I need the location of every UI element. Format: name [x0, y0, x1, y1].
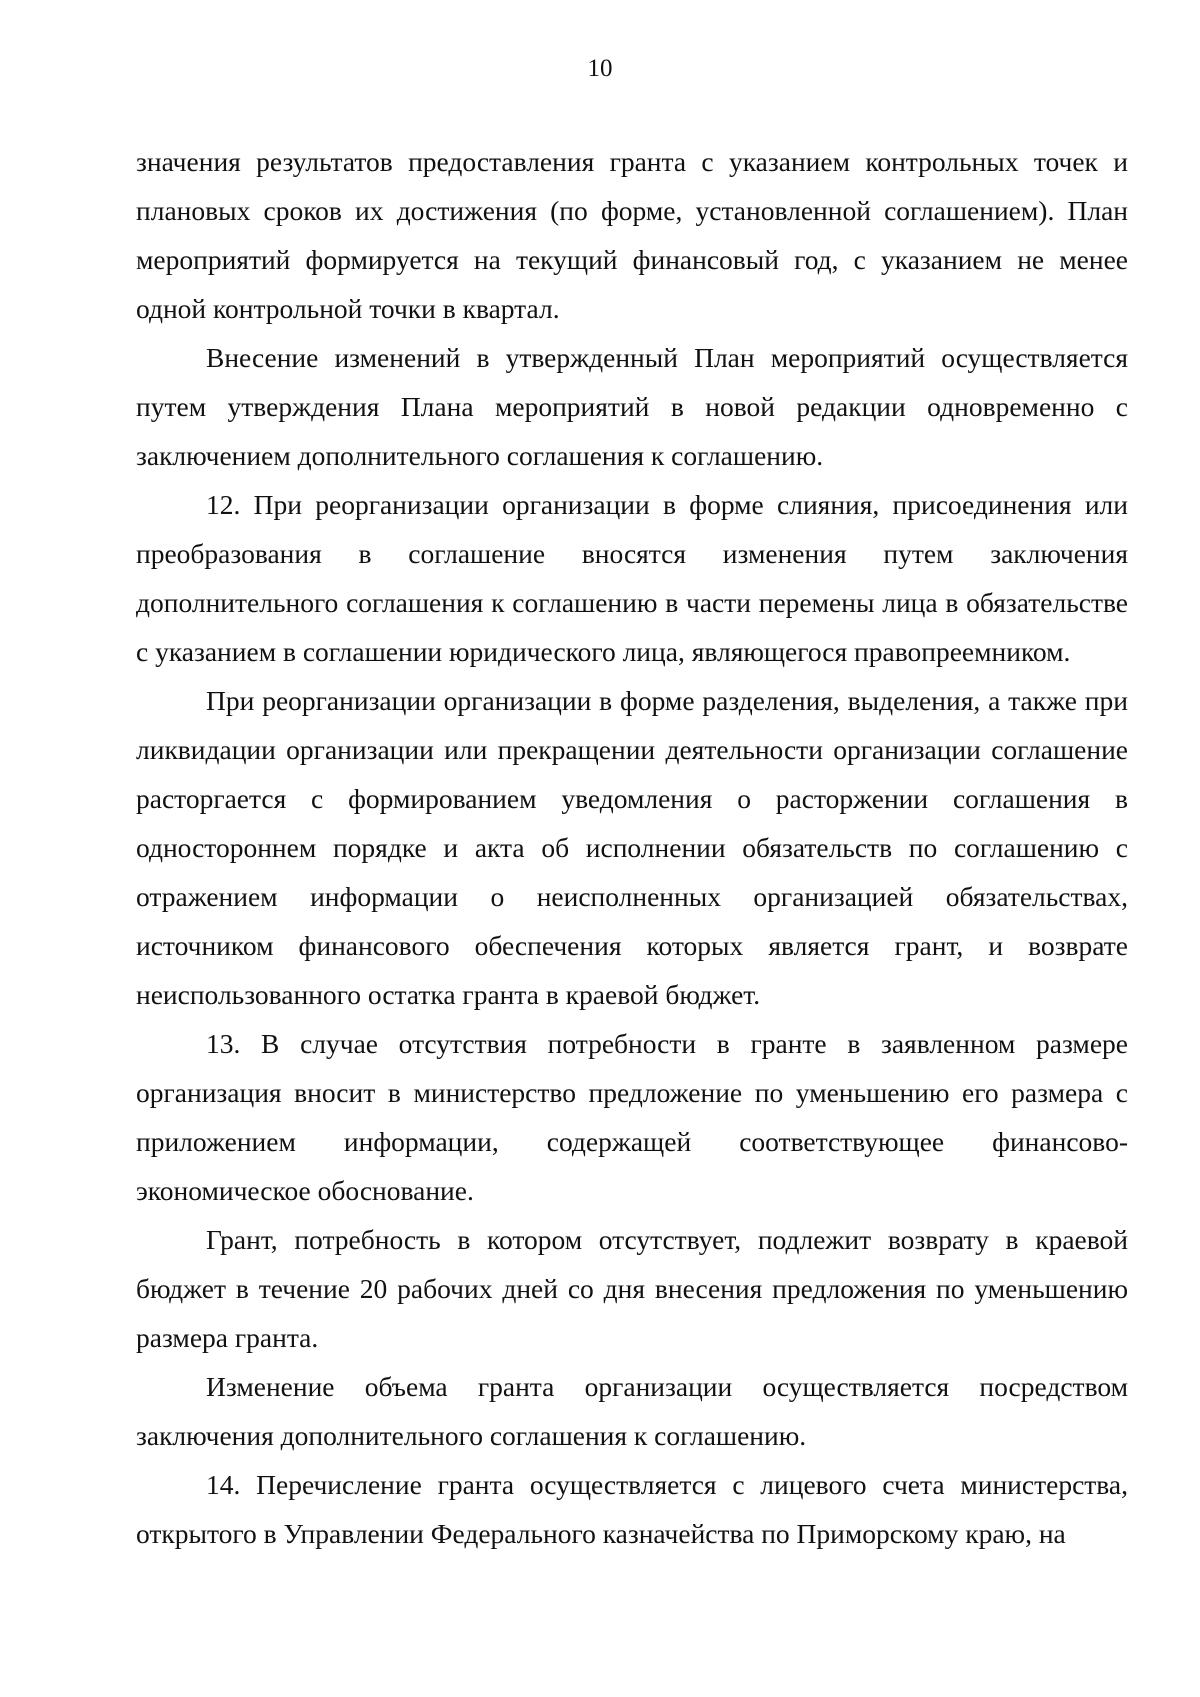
paragraph-grant-return: Грант, потребность в котором отсутствует, подлежит возврату в краевой бюджет в течение 20 рабочих дней со дня внесения предложения по уменьшению размера гранта. — [136, 1224, 1128, 1353]
paragraph-item-12: 12. При реорганизации организации в форме слияния, присоединения или преобразования в соглашение вносятся изменения путем заключения дополнительного соглашения к соглашению в части перемены лица в обязательстве с указанием в соглашении юридического лица, являющегося правопреемником. — [136, 489, 1128, 667]
paragraph-continuation: значения результатов предоставления гранта с указанием контрольных точек и плановых сроков их достижения (по форме, установленной соглашением). План мероприятий формируется на текущий финансовый год, с указанием не менее одной контрольной точки в квартал. — [136, 146, 1128, 324]
document-body — [136, 137, 1128, 1558]
paragraph-item-13: 13. В случае отсутствия потребности в гранте в заявленном размере организация вносит в министерство предложение по уменьшению его размера с приложением информации, содержащей соответствующее финансово-экономическое обоснование. — [136, 1028, 1128, 1206]
paragraph-plan-changes: Внесение изменений в утвержденный План мероприятий осуществляется путем утверждения Плана мероприятий в новой редакции одновременно с заключением дополнительного соглашения к соглашению. — [136, 342, 1128, 471]
page-number: 10 — [587, 55, 613, 82]
paragraph-reorganization-termination: При реорганизации организации в форме разделения, выделения, а также при ликвидации организации или прекращении деятельности организации соглашение расторгается с формированием уведомления о расторжении соглашения в одностороннем порядке и акта об исполнении обязательств по соглашению с отражением информации о неисполненных организацией обязательствах, источником финансового обеспечения которых является грант, и возврате неиспользованного остатка гранта в краевой бюджет. — [136, 685, 1128, 1010]
paragraph-item-14: 14. Перечисление гранта осуществляется с лицевого счета министерства, открытого в Управлении Федерального казначейства по Приморскому краю, на — [136, 1469, 1128, 1549]
paragraph-grant-volume-change: Изменение объема гранта организации осуществляется посредством заключения дополнительного соглашения к соглашению. — [136, 1371, 1128, 1451]
